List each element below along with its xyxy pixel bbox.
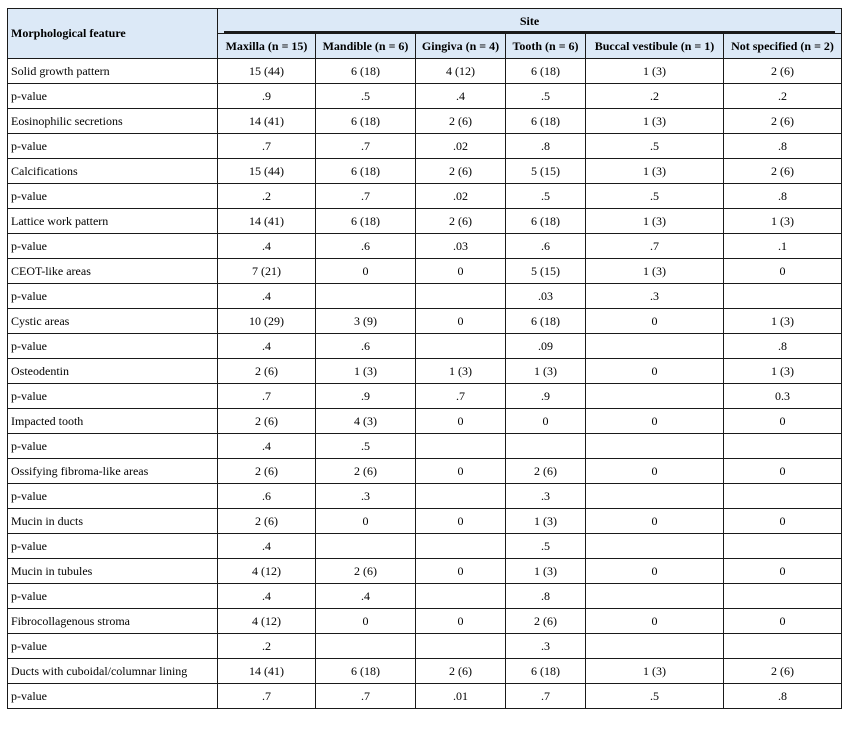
cell-value: 4 (12) xyxy=(416,59,506,84)
p-value-row xyxy=(8,534,842,559)
cell-value: 6 (18) xyxy=(506,59,586,84)
cell-value: 0 xyxy=(416,459,506,484)
feature-row xyxy=(8,109,842,134)
header-feature: Morphological feature xyxy=(8,9,218,59)
cell-value xyxy=(416,634,506,659)
cell-value: 2 (6) xyxy=(316,459,416,484)
cell-value: 3 (9) xyxy=(316,309,416,334)
cell-value: .4 xyxy=(218,234,316,259)
cell-value: .03 xyxy=(416,234,506,259)
cell-value: .1 xyxy=(724,234,842,259)
cell-value: 1 (3) xyxy=(586,109,724,134)
feature-row xyxy=(8,309,842,334)
morphology-table xyxy=(7,8,842,709)
cell-value: .5 xyxy=(586,134,724,159)
p-value-row xyxy=(8,234,842,259)
cell-value xyxy=(316,284,416,309)
cell-value: .7 xyxy=(316,134,416,159)
cell-value xyxy=(416,584,506,609)
cell-value: 1 (3) xyxy=(586,59,724,84)
cell-value: 1 (3) xyxy=(586,159,724,184)
cell-value xyxy=(724,284,842,309)
cell-value: .5 xyxy=(586,684,724,709)
cell-value: 0 xyxy=(416,609,506,634)
cell-value: .5 xyxy=(586,184,724,209)
cell-value: .4 xyxy=(416,84,506,109)
cell-value: .9 xyxy=(218,84,316,109)
cell-value: 2 (6) xyxy=(218,359,316,384)
cell-value: .9 xyxy=(316,384,416,409)
cell-value xyxy=(416,484,506,509)
cell-value: 6 (18) xyxy=(506,659,586,684)
cell-value: 6 (18) xyxy=(506,109,586,134)
feature-row xyxy=(8,409,842,434)
cell-value: 4 (12) xyxy=(218,609,316,634)
feature-row xyxy=(8,259,842,284)
row-label: p-value xyxy=(8,384,218,409)
cell-value: 6 (18) xyxy=(506,209,586,234)
cell-value xyxy=(586,534,724,559)
row-label: p-value xyxy=(8,634,218,659)
cell-value: 6 (18) xyxy=(506,309,586,334)
feature-row xyxy=(8,459,842,484)
cell-value xyxy=(586,384,724,409)
cell-value: .7 xyxy=(218,134,316,159)
cell-value xyxy=(586,484,724,509)
cell-value: 10 (29) xyxy=(218,309,316,334)
cell-value: 2 (6) xyxy=(416,159,506,184)
cell-value: 1 (3) xyxy=(724,309,842,334)
row-label: Impacted tooth xyxy=(8,409,218,434)
cell-value xyxy=(506,434,586,459)
p-value-row xyxy=(8,384,842,409)
row-label: Solid growth pattern xyxy=(8,59,218,84)
feature-row xyxy=(8,659,842,684)
cell-value: .7 xyxy=(218,384,316,409)
cell-value xyxy=(416,284,506,309)
cell-value: .02 xyxy=(416,184,506,209)
cell-value: .7 xyxy=(586,234,724,259)
p-value-row xyxy=(8,184,842,209)
cell-value: 0 xyxy=(724,509,842,534)
row-label: p-value xyxy=(8,684,218,709)
cell-value: .8 xyxy=(506,134,586,159)
cell-value: .7 xyxy=(316,184,416,209)
cell-value: 1 (3) xyxy=(506,509,586,534)
cell-value: 2 (6) xyxy=(218,509,316,534)
cell-value: .5 xyxy=(506,534,586,559)
cell-value: .7 xyxy=(316,684,416,709)
cell-value: 2 (6) xyxy=(416,209,506,234)
cell-value: 1 (3) xyxy=(586,209,724,234)
cell-value xyxy=(316,634,416,659)
cell-value: .5 xyxy=(316,84,416,109)
cell-value: 1 (3) xyxy=(586,659,724,684)
row-label: Lattice work pattern xyxy=(8,209,218,234)
cell-value: 15 (44) xyxy=(218,59,316,84)
cell-value: 0 xyxy=(586,409,724,434)
cell-value xyxy=(586,434,724,459)
cell-value: .7 xyxy=(416,384,506,409)
cell-value: 14 (41) xyxy=(218,109,316,134)
cell-value: .8 xyxy=(506,584,586,609)
cell-value: 14 (41) xyxy=(218,659,316,684)
cell-value: 0 xyxy=(416,309,506,334)
row-label: Fibrocollagenous stroma xyxy=(8,609,218,634)
cell-value xyxy=(724,434,842,459)
cell-value: 2 (6) xyxy=(724,659,842,684)
header-not-specified: Not specified (n = 2) xyxy=(724,34,842,59)
row-label: p-value xyxy=(8,134,218,159)
cell-value: 2 (6) xyxy=(218,459,316,484)
cell-value: 2 (6) xyxy=(416,109,506,134)
cell-value: 0 xyxy=(506,409,586,434)
cell-value: .3 xyxy=(506,634,586,659)
cell-value: 6 (18) xyxy=(316,659,416,684)
cell-value: 6 (18) xyxy=(316,59,416,84)
row-label: p-value xyxy=(8,534,218,559)
cell-value: 2 (6) xyxy=(506,459,586,484)
cell-value: .02 xyxy=(416,134,506,159)
cell-value: 0 xyxy=(416,559,506,584)
cell-value: 0 xyxy=(724,459,842,484)
cell-value: 5 (15) xyxy=(506,259,586,284)
row-label: Calcifications xyxy=(8,159,218,184)
table-header xyxy=(8,9,842,59)
cell-value xyxy=(416,334,506,359)
row-label: p-value xyxy=(8,234,218,259)
feature-row xyxy=(8,609,842,634)
row-label: Mucin in ducts xyxy=(8,509,218,534)
cell-value: .09 xyxy=(506,334,586,359)
cell-value: 1 (3) xyxy=(724,209,842,234)
row-label: Ducts with cuboidal/columnar lining xyxy=(8,659,218,684)
cell-value: 0 xyxy=(316,259,416,284)
p-value-row xyxy=(8,84,842,109)
cell-value: 6 (18) xyxy=(316,209,416,234)
cell-value: .4 xyxy=(218,534,316,559)
feature-row xyxy=(8,209,842,234)
cell-value: 0 xyxy=(586,609,724,634)
row-label: p-value xyxy=(8,434,218,459)
cell-value: .8 xyxy=(724,334,842,359)
p-value-row xyxy=(8,284,842,309)
p-value-row xyxy=(8,684,842,709)
cell-value: 2 (6) xyxy=(724,159,842,184)
cell-value: 2 (6) xyxy=(506,609,586,634)
p-value-row xyxy=(8,334,842,359)
cell-value: 0 xyxy=(724,559,842,584)
p-value-row xyxy=(8,584,842,609)
p-value-row xyxy=(8,634,842,659)
cell-value: 1 (3) xyxy=(586,259,724,284)
cell-value xyxy=(724,634,842,659)
cell-value: .7 xyxy=(218,684,316,709)
cell-value: 1 (3) xyxy=(506,559,586,584)
cell-value: .2 xyxy=(724,84,842,109)
cell-value: 6 (18) xyxy=(316,109,416,134)
cell-value: .5 xyxy=(316,434,416,459)
cell-value: 0 xyxy=(586,459,724,484)
cell-value: .4 xyxy=(218,284,316,309)
cell-value: 0 xyxy=(724,409,842,434)
cell-value: 0.3 xyxy=(724,384,842,409)
cell-value: .8 xyxy=(724,134,842,159)
cell-value: .4 xyxy=(218,434,316,459)
row-label: p-value xyxy=(8,284,218,309)
cell-value: 4 (3) xyxy=(316,409,416,434)
cell-value: .2 xyxy=(218,184,316,209)
cell-value: .5 xyxy=(506,84,586,109)
cell-value: .6 xyxy=(316,234,416,259)
cell-value: .2 xyxy=(218,634,316,659)
cell-value: 2 (6) xyxy=(416,659,506,684)
p-value-row xyxy=(8,434,842,459)
cell-value: .6 xyxy=(506,234,586,259)
cell-value: 0 xyxy=(586,309,724,334)
cell-value: 0 xyxy=(586,509,724,534)
cell-value: .3 xyxy=(316,484,416,509)
cell-value xyxy=(586,634,724,659)
cell-value: .01 xyxy=(416,684,506,709)
row-label: p-value xyxy=(8,84,218,109)
cell-value: .6 xyxy=(218,484,316,509)
cell-value: 15 (44) xyxy=(218,159,316,184)
row-label: Osteodentin xyxy=(8,359,218,384)
cell-value: .9 xyxy=(506,384,586,409)
cell-value: 0 xyxy=(586,559,724,584)
cell-value: 0 xyxy=(416,409,506,434)
cell-value: .4 xyxy=(218,334,316,359)
p-value-row xyxy=(8,484,842,509)
header-maxilla: Maxilla (n = 15) xyxy=(218,34,316,59)
cell-value: .4 xyxy=(316,584,416,609)
cell-value: 0 xyxy=(416,259,506,284)
cell-value: .3 xyxy=(506,484,586,509)
cell-value: 2 (6) xyxy=(218,409,316,434)
feature-row xyxy=(8,159,842,184)
header-gingiva: Gingiva (n = 4) xyxy=(416,34,506,59)
cell-value: .5 xyxy=(506,184,586,209)
cell-value: 2 (6) xyxy=(724,59,842,84)
header-site-label: Site xyxy=(519,13,540,28)
cell-value: 0 xyxy=(724,609,842,634)
cell-value: .2 xyxy=(586,84,724,109)
p-value-row xyxy=(8,134,842,159)
cell-value xyxy=(724,534,842,559)
header-site xyxy=(218,9,842,34)
header-mandible: Mandible (n = 6) xyxy=(316,34,416,59)
header-tooth: Tooth (n = 6) xyxy=(506,34,586,59)
cell-value: 1 (3) xyxy=(416,359,506,384)
cell-value xyxy=(724,584,842,609)
cell-value: 0 xyxy=(416,509,506,534)
row-label: CEOT-like areas xyxy=(8,259,218,284)
cell-value: 1 (3) xyxy=(316,359,416,384)
cell-value xyxy=(586,334,724,359)
cell-value: 4 (12) xyxy=(218,559,316,584)
row-label: Mucin in tubules xyxy=(8,559,218,584)
row-label: p-value xyxy=(8,184,218,209)
cell-value: .3 xyxy=(586,284,724,309)
site-underline xyxy=(224,31,835,33)
cell-value xyxy=(416,534,506,559)
cell-value: 5 (15) xyxy=(506,159,586,184)
row-label: Ossifying fibroma-like areas xyxy=(8,459,218,484)
cell-value: .03 xyxy=(506,284,586,309)
row-label: p-value xyxy=(8,584,218,609)
cell-value: 0 xyxy=(316,509,416,534)
cell-value: .8 xyxy=(724,684,842,709)
cell-value: 2 (6) xyxy=(316,559,416,584)
cell-value: 6 (18) xyxy=(316,159,416,184)
feature-row xyxy=(8,559,842,584)
header-buccal-vestibule: Buccal vestibule (n = 1) xyxy=(586,34,724,59)
cell-value: 14 (41) xyxy=(218,209,316,234)
cell-value xyxy=(316,534,416,559)
cell-value: .4 xyxy=(218,584,316,609)
cell-value xyxy=(416,434,506,459)
cell-value: 7 (21) xyxy=(218,259,316,284)
row-label: p-value xyxy=(8,334,218,359)
cell-value: 0 xyxy=(586,359,724,384)
cell-value: 2 (6) xyxy=(724,109,842,134)
cell-value: .6 xyxy=(316,334,416,359)
cell-value: .8 xyxy=(724,184,842,209)
feature-row xyxy=(8,359,842,384)
table-body xyxy=(8,59,842,709)
cell-value: 1 (3) xyxy=(724,359,842,384)
feature-row xyxy=(8,509,842,534)
cell-value xyxy=(724,484,842,509)
row-label: Cystic areas xyxy=(8,309,218,334)
cell-value: 1 (3) xyxy=(506,359,586,384)
cell-value: 0 xyxy=(316,609,416,634)
row-label: p-value xyxy=(8,484,218,509)
cell-value: 0 xyxy=(724,259,842,284)
row-label: Eosinophilic secretions xyxy=(8,109,218,134)
feature-row xyxy=(8,59,842,84)
cell-value xyxy=(586,584,724,609)
cell-value: .7 xyxy=(506,684,586,709)
